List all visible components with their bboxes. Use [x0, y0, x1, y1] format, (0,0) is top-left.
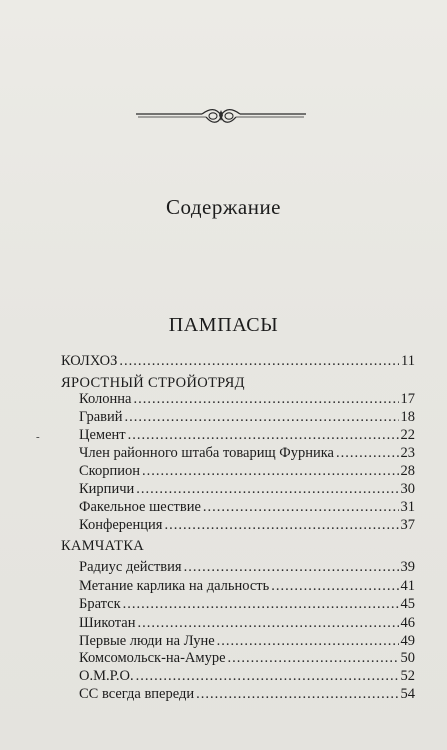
dot-leader — [164, 516, 398, 534]
toc-entry[interactable] — [79, 444, 415, 462]
ornament-divider — [136, 104, 306, 128]
toc-entry-page-number: 46 — [400, 615, 415, 631]
toc-entry-title: Шикотан — [79, 615, 136, 631]
toc-entry[interactable] — [79, 462, 415, 480]
toc-entry[interactable] — [79, 480, 415, 498]
toc-entry[interactable] — [79, 426, 415, 444]
toc-entry-page-number: 18 — [400, 409, 415, 425]
toc-entry-page-number: 22 — [400, 427, 415, 443]
toc-entry-page-number: 50 — [400, 650, 415, 666]
stray-mark: - — [36, 431, 40, 443]
dot-leader — [136, 667, 399, 685]
toc-entry[interactable] — [79, 577, 415, 595]
toc-entry-title: Факельное шествие — [79, 499, 201, 515]
toc-entry[interactable] — [79, 498, 415, 516]
dot-leader — [217, 632, 399, 650]
toc-entry-page-number: 41 — [400, 578, 415, 594]
dot-leader — [184, 558, 399, 576]
toc-entry-title: О.М.Р.О. — [79, 668, 134, 684]
toc-entry-page-number: 11 — [401, 353, 415, 369]
toc-entry-page-number: 23 — [400, 445, 415, 461]
toc-entry-page-number: 52 — [400, 668, 415, 684]
toc-entry[interactable] — [79, 685, 415, 703]
dot-leader — [128, 426, 399, 444]
dot-leader — [196, 685, 398, 703]
dot-leader — [228, 649, 399, 667]
toc-entry-title: КОЛХОЗ — [61, 353, 118, 369]
dot-leader — [133, 390, 398, 408]
toc-entry-page-number: 37 — [400, 517, 415, 533]
dot-leader — [203, 498, 399, 516]
toc-entry[interactable] — [79, 390, 415, 408]
dot-leader — [336, 444, 399, 462]
dot-leader — [119, 352, 399, 370]
toc-entry-title: Первые люди на Луне — [79, 633, 215, 649]
toc-entry-page-number: 28 — [400, 463, 415, 479]
toc-entry[interactable] — [79, 667, 415, 685]
section-title: ПАМПАСЫ — [168, 314, 279, 336]
dot-leader — [142, 462, 398, 480]
toc-entry-title: Метание карлика на дальность — [79, 578, 270, 594]
toc-entry-title: Радиус действия — [79, 559, 182, 575]
toc-entry-title: Колонна — [79, 391, 132, 407]
toc-entry[interactable] — [79, 595, 415, 613]
toc-entry-title: Гравий — [79, 409, 123, 425]
dot-leader — [271, 577, 398, 595]
toc-entry-title: Цемент — [79, 427, 126, 443]
page-title: Содержание — [165, 195, 282, 219]
toc-entry-title: Конференция — [79, 517, 163, 533]
toc-entry-title: Братск — [79, 596, 121, 612]
toc-entry-title: СС всегда впереди — [79, 686, 195, 702]
dot-leader — [125, 408, 399, 426]
toc-part-heading: КАМЧАТКА — [61, 538, 145, 554]
dot-leader — [137, 614, 398, 632]
toc-part-heading: ЯРОСТНЫЙ СТРОЙОТРЯД — [61, 375, 245, 391]
toc-entry-page-number: 54 — [400, 686, 415, 702]
toc-entry-title: Кирпичи — [79, 481, 135, 497]
toc-entry-page-number: 45 — [400, 596, 415, 612]
toc-entry-page-number: 30 — [400, 481, 415, 497]
dot-leader — [123, 595, 399, 613]
toc-entry[interactable] — [79, 558, 415, 576]
toc-entry[interactable] — [61, 352, 415, 370]
toc-entry-title: Член районного штаба товарищ Фурника — [79, 445, 334, 461]
toc-entry-page-number: 31 — [400, 499, 415, 515]
toc-entry-page-number: 39 — [400, 559, 415, 575]
toc-entry[interactable] — [79, 408, 415, 426]
toc-entry-title: Комсомольск-на-Амуре — [79, 650, 226, 666]
toc-entry-page-number: 17 — [400, 391, 415, 407]
toc-entry[interactable] — [79, 649, 415, 667]
toc-entry[interactable] — [79, 614, 415, 632]
toc-entry-title: Скорпион — [79, 463, 141, 479]
toc-entry-page-number: 49 — [400, 633, 415, 649]
dot-leader — [136, 480, 398, 498]
toc-entry[interactable] — [79, 632, 415, 650]
toc-entry[interactable] — [79, 516, 415, 534]
